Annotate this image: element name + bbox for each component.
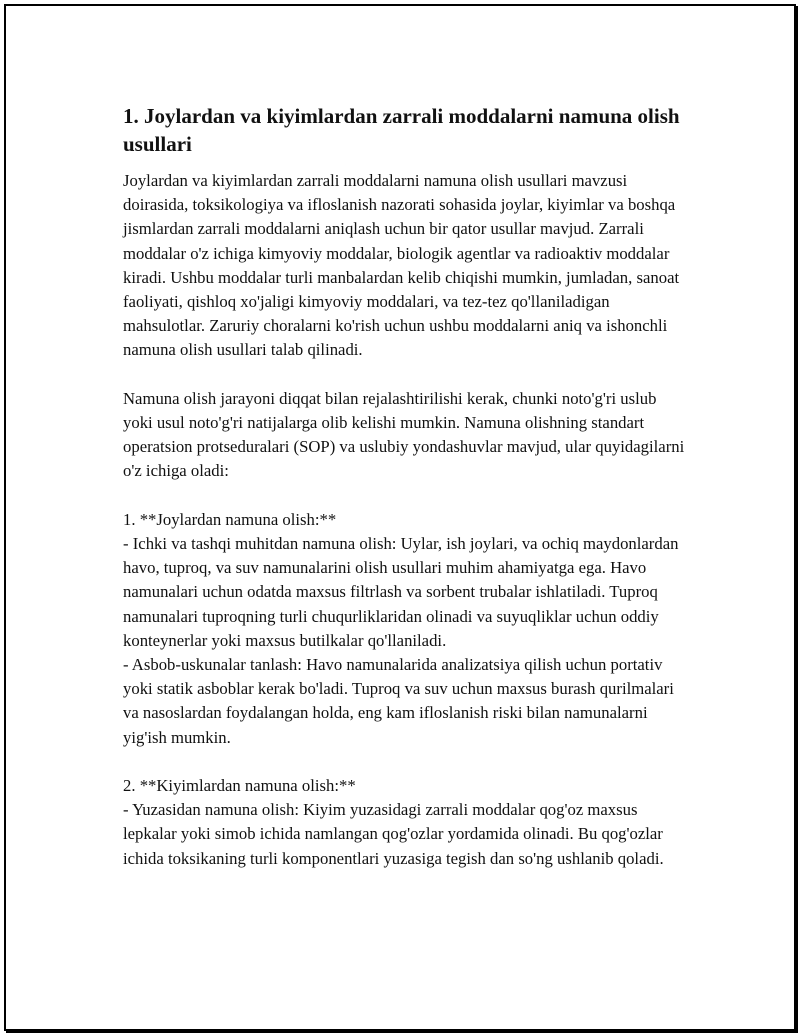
document-content	[123, 102, 689, 871]
list-item-locations: 1. **Joylardan namuna olish:** - Ichki va tashqi muhitdan namuna olish: Uylar, ish joylari, va ochiq maydonlardan havo, tuproq, va suv namunalarini olish usullari muhim ahamiyatga ega. Havo namunalari uchun odatda maxsus filtrlash va sorbent trubalar ishlatiladi. Tuproq namunalari tuproqning turli chuqurliklaridan olinadi va suyuqliklar uchun oddiy konteynerlar yoki maxsus butilkalar qo'llaniladi. - Asbob-uskunalar tanlash: Havo namunalarida analizatsiya qilish uchun portativ yoki statik asboblar kerak bo'ladi. Tuproq va suv uchun maxsus burash qurilmalari va nasoslardan foydalangan holda, eng kam ifloslanish riski bilan namunalarni yig'ish mumkin.	[123, 509, 679, 747]
document-page	[4, 4, 796, 1031]
list-item-clothing: 2. **Kiyimlardan namuna olish:** - Yuzasidan namuna olish: Kiyim yuzasidagi zarrali moddalar qog'oz maxsus lepkalar yoki simob ichida namlangan qog'ozlar yordamida olinadi. Bu qog'ozlar ichida toksikaning turli komponentlari yuzasiga tegish dan so'ng ushlanib qoladi.	[123, 776, 664, 868]
paragraph-gap	[123, 484, 689, 508]
procedure-paragraph: Namuna olish jarayoni diqqat bilan rejalashtirilishi kerak, chunki noto'g'ri uslub yoki usul noto'g'ri natijalarga olib kelishi mumkin. Namuna olishning standart operatsion protseduralari (SOP) va uslubiy yondashuvlar mavjud, ular quyidagilarni o'z ichiga oladi:	[123, 388, 685, 481]
intro-paragraph: Joylardan va kiyimlardan zarrali moddalarni namuna olish usullari mavzusi doirasida, toksikologiya va ifloslanish nazorati sohasida joylar, kiyimlar va boshqa jismlardan zarrali moddalarni aniqlash uchun bir qator usullar mavjud. Zarrali moddalar o'z ichiga kimyoviy moddalar, biologik agentlar va radioaktiv moddalar kiradi. Ushbu moddalar turli manbalardan kelib chiqishi mumkin, jumladan, sanoat faoliyati, qishloq xo'jaligi kimyoviy moddalari, va tez-tez qo'llaniladigan mahsulotlar. Zaruriy choralarni ko'rish uchun ushbu moddalarni aniq va ishonchli namuna olish usullari talab qilinadi.	[123, 171, 680, 360]
paragraph-gap	[123, 750, 689, 774]
section-title: 1. Joylardan va kiyimlardan zarrali moddalarni namuna olish usullari	[123, 104, 680, 156]
paragraph-gap	[123, 363, 689, 387]
